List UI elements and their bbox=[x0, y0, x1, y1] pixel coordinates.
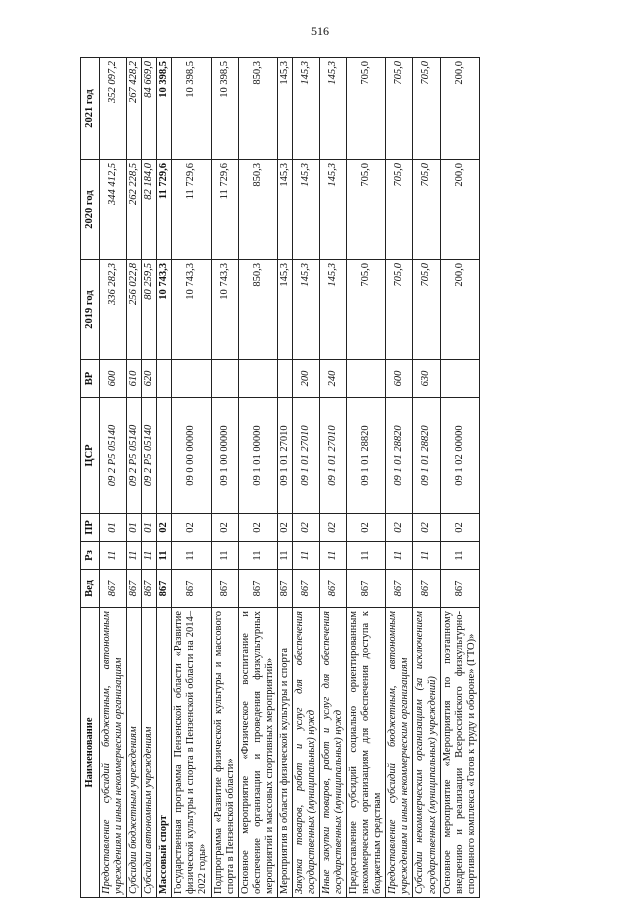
table-row bbox=[157, 58, 172, 898]
cell-vr: 620 bbox=[142, 360, 157, 398]
cell-rz: 11 bbox=[100, 542, 127, 570]
cell-rz: 11 bbox=[277, 542, 292, 570]
cell-pr: 02 bbox=[320, 514, 347, 542]
cell-2019: 336 282,3 bbox=[100, 260, 127, 360]
cell-pr: 02 bbox=[292, 514, 319, 542]
table-row bbox=[211, 58, 238, 898]
cell-2021: 84 669,0 bbox=[142, 58, 157, 160]
cell-ved: 867 bbox=[277, 570, 292, 608]
cell-2020: 145,3 bbox=[277, 160, 292, 260]
cell-csr: 09 1 01 28820 bbox=[386, 398, 413, 514]
cell-name: Субсидии автономным учреждениям bbox=[142, 608, 157, 898]
cell-2021: 705,0 bbox=[386, 58, 413, 160]
cell-vr bbox=[347, 360, 386, 398]
table-row bbox=[413, 58, 440, 898]
table-row bbox=[127, 58, 142, 898]
page-number: 516 bbox=[311, 24, 329, 38]
cell-name: Предоставление субсидий социально ориентированным некоммерческим организациям для обеспечения доступа к бюджетным средствам bbox=[347, 608, 386, 898]
cell-name: Основное мероприятие «Физическое воспитание и обеспечение организации и проведения физкультурных мероприятий и массовых спортивных мероприятий» bbox=[238, 608, 277, 898]
cell-2020: 705,0 bbox=[413, 160, 440, 260]
col-header: ПР bbox=[81, 514, 100, 542]
cell-csr: 09 1 00 00000 bbox=[211, 398, 238, 514]
cell-pr: 02 bbox=[413, 514, 440, 542]
cell-name: Подпрограмма «Развитие физической культуры и массового спорта в Пензенской области» bbox=[211, 608, 238, 898]
cell-pr: 01 bbox=[100, 514, 127, 542]
cell-2019: 145,3 bbox=[320, 260, 347, 360]
cell-2021: 10 398,5 bbox=[211, 58, 238, 160]
cell-rz: 11 bbox=[238, 542, 277, 570]
cell-2020: 705,0 bbox=[347, 160, 386, 260]
cell-csr: 09 1 01 27010 bbox=[320, 398, 347, 514]
cell-ved: 867 bbox=[100, 570, 127, 608]
cell-csr bbox=[157, 398, 172, 514]
cell-2019: 145,3 bbox=[292, 260, 319, 360]
cell-name: Мероприятия в области физической культуры и спорта bbox=[277, 608, 292, 898]
col-header: 2021 год bbox=[81, 58, 100, 160]
cell-rz: 11 bbox=[211, 542, 238, 570]
col-header: 2019 год bbox=[81, 260, 100, 360]
cell-2019: 705,0 bbox=[413, 260, 440, 360]
cell-2021: 352 097,2 bbox=[100, 58, 127, 160]
cell-vr: 200 bbox=[292, 360, 319, 398]
cell-2020: 145,3 bbox=[292, 160, 319, 260]
cell-pr: 02 bbox=[157, 514, 172, 542]
cell-vr: 600 bbox=[100, 360, 127, 398]
cell-2021: 145,3 bbox=[277, 58, 292, 160]
cell-vr: 610 bbox=[127, 360, 142, 398]
cell-name: Иные закупки товаров, работ и услуг для обеспечения государственных (муниципальных) нужд bbox=[320, 608, 347, 898]
cell-ved: 867 bbox=[142, 570, 157, 608]
table-row bbox=[440, 58, 479, 898]
cell-2021: 10 398,5 bbox=[172, 58, 211, 160]
cell-csr: 09 1 01 28820 bbox=[413, 398, 440, 514]
cell-pr: 02 bbox=[238, 514, 277, 542]
cell-name: Предоставление субсидий бюджетным, автономным учреждениям и иным некоммерческим организациям bbox=[100, 608, 127, 898]
cell-csr: 09 0 00 00000 bbox=[172, 398, 211, 514]
cell-pr: 02 bbox=[347, 514, 386, 542]
cell-rz: 11 bbox=[127, 542, 142, 570]
cell-ved: 867 bbox=[172, 570, 211, 608]
cell-pr: 01 bbox=[142, 514, 157, 542]
cell-rz: 11 bbox=[142, 542, 157, 570]
cell-ved: 867 bbox=[320, 570, 347, 608]
cell-ved: 867 bbox=[413, 570, 440, 608]
cell-2019: 200,0 bbox=[440, 260, 479, 360]
cell-2020: 11 729,6 bbox=[172, 160, 211, 260]
cell-rz: 11 bbox=[157, 542, 172, 570]
cell-2020: 11 729,6 bbox=[211, 160, 238, 260]
cell-2020: 344 412,5 bbox=[100, 160, 127, 260]
cell-pr: 02 bbox=[172, 514, 211, 542]
cell-vr bbox=[172, 360, 211, 398]
table-row bbox=[100, 58, 127, 898]
cell-2019: 10 743,3 bbox=[172, 260, 211, 360]
cell-vr: 240 bbox=[320, 360, 347, 398]
table-row bbox=[347, 58, 386, 898]
cell-rz: 11 bbox=[320, 542, 347, 570]
table-row bbox=[320, 58, 347, 898]
cell-rz: 11 bbox=[292, 542, 319, 570]
cell-name: Закупка товаров, работ и услуг для обеспечения государственных (муниципальных) нужд bbox=[292, 608, 319, 898]
cell-ved: 867 bbox=[238, 570, 277, 608]
cell-csr: 09 1 02 00000 bbox=[440, 398, 479, 514]
cell-2021: 200,0 bbox=[440, 58, 479, 160]
col-header: Вед bbox=[81, 570, 100, 608]
cell-name: Субсидии бюджетным учреждениям bbox=[127, 608, 142, 898]
cell-vr bbox=[277, 360, 292, 398]
cell-ved: 867 bbox=[292, 570, 319, 608]
cell-rz: 11 bbox=[172, 542, 211, 570]
cell-name: Основное мероприятие «Мероприятия по поэтапному внедрению и реализации Всероссийского физкультурно-спортивного комплекса «Готов к труду и обороне» (ГТО)» bbox=[440, 608, 479, 898]
cell-pr: 01 bbox=[127, 514, 142, 542]
cell-2021: 850,3 bbox=[238, 58, 277, 160]
cell-vr bbox=[211, 360, 238, 398]
cell-2020: 705,0 bbox=[386, 160, 413, 260]
table-row bbox=[277, 58, 292, 898]
cell-2020: 850,3 bbox=[238, 160, 277, 260]
cell-ved: 867 bbox=[386, 570, 413, 608]
cell-name: Предоставление субсидий бюджетным, автономным учреждениям и иным некоммерческим организациям bbox=[386, 608, 413, 898]
cell-2020: 82 184,0 bbox=[142, 160, 157, 260]
cell-2019: 145,3 bbox=[277, 260, 292, 360]
cell-2019: 256 022,8 bbox=[127, 260, 142, 360]
cell-csr: 09 1 01 28820 bbox=[347, 398, 386, 514]
cell-pr: 02 bbox=[440, 514, 479, 542]
col-header: ВР bbox=[81, 360, 100, 398]
table-row bbox=[238, 58, 277, 898]
cell-2019: 10 743,3 bbox=[211, 260, 238, 360]
cell-csr: 09 1 01 00000 bbox=[238, 398, 277, 514]
cell-vr bbox=[157, 360, 172, 398]
cell-csr: 09 2 P5 05140 bbox=[127, 398, 142, 514]
cell-2020: 200,0 bbox=[440, 160, 479, 260]
table-row bbox=[292, 58, 319, 898]
col-header: ЦСР bbox=[81, 398, 100, 514]
cell-rz: 11 bbox=[386, 542, 413, 570]
col-header: 2020 год bbox=[81, 160, 100, 260]
cell-2021: 705,0 bbox=[413, 58, 440, 160]
cell-name: Субсидии некоммерческим организациям (за исключением государственных (муниципальных) учреждений) bbox=[413, 608, 440, 898]
cell-name: Государственная программа Пензенской области «Развитие физической культуры и спорта в Пензенской области на 2014–2022 годы» bbox=[172, 608, 211, 898]
cell-2021: 10 398,5 bbox=[157, 58, 172, 160]
cell-vr bbox=[440, 360, 479, 398]
cell-ved: 867 bbox=[127, 570, 142, 608]
cell-ved: 867 bbox=[440, 570, 479, 608]
budget-table bbox=[80, 57, 480, 898]
header-row bbox=[81, 58, 100, 898]
table-row bbox=[386, 58, 413, 898]
cell-rz: 11 bbox=[440, 542, 479, 570]
table-row bbox=[172, 58, 211, 898]
cell-2021: 145,3 bbox=[292, 58, 319, 160]
cell-csr: 09 2 P5 05140 bbox=[100, 398, 127, 514]
cell-vr bbox=[238, 360, 277, 398]
budget-table-rotated bbox=[80, 58, 550, 898]
cell-ved: 867 bbox=[157, 570, 172, 608]
cell-name: Массовый спорт bbox=[157, 608, 172, 898]
col-header: Рз bbox=[81, 542, 100, 570]
cell-2019: 80 259,5 bbox=[142, 260, 157, 360]
cell-2021: 267 428,2 bbox=[127, 58, 142, 160]
cell-2020: 262 228,5 bbox=[127, 160, 142, 260]
cell-2019: 705,0 bbox=[386, 260, 413, 360]
cell-2019: 10 743,3 bbox=[157, 260, 172, 360]
col-header: Наименование bbox=[81, 608, 100, 898]
cell-vr: 600 bbox=[386, 360, 413, 398]
cell-2021: 145,3 bbox=[320, 58, 347, 160]
cell-rz: 11 bbox=[347, 542, 386, 570]
cell-rz: 11 bbox=[413, 542, 440, 570]
cell-2019: 705,0 bbox=[347, 260, 386, 360]
cell-ved: 867 bbox=[347, 570, 386, 608]
cell-csr: 09 1 01 27010 bbox=[292, 398, 319, 514]
cell-2019: 850,3 bbox=[238, 260, 277, 360]
cell-csr: 09 1 01 27010 bbox=[277, 398, 292, 514]
cell-csr: 09 2 P5 05140 bbox=[142, 398, 157, 514]
table-row bbox=[142, 58, 157, 898]
cell-vr: 630 bbox=[413, 360, 440, 398]
cell-2021: 705,0 bbox=[347, 58, 386, 160]
cell-2020: 145,3 bbox=[320, 160, 347, 260]
cell-ved: 867 bbox=[211, 570, 238, 608]
cell-2020: 11 729,6 bbox=[157, 160, 172, 260]
cell-pr: 02 bbox=[277, 514, 292, 542]
cell-pr: 02 bbox=[386, 514, 413, 542]
cell-pr: 02 bbox=[211, 514, 238, 542]
